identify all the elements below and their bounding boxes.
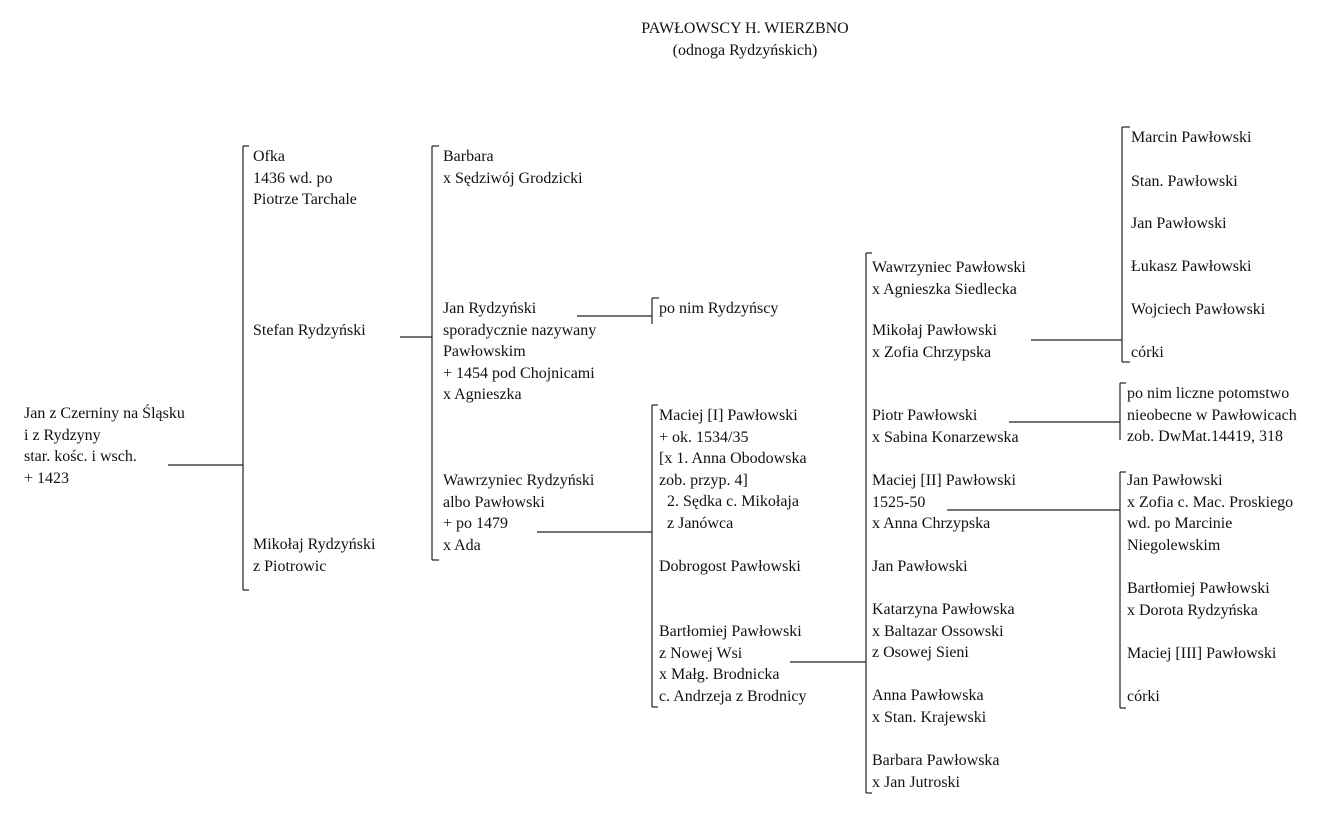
person-bartlomiej-pawlowski [659,621,807,707]
person-bartlomiej-pawlowski-line: x Małg. Brodnicka [659,666,780,683]
person-maciej-i-pawlowski-line: z Janówca [659,514,734,532]
person-wojciech-pawlowski [1131,299,1265,321]
person-barbara-pawlowska [872,750,1000,793]
person-wawrzyniec-rydzynski-line: albo Pawłowski [443,493,545,511]
person-wawrzyniec-rydzynski-line: x Ada [443,536,481,554]
person-bartlomiej-pawlowski-2 [1127,578,1270,621]
person-bartlomiej-pawlowski-2-line: Bartłomiej Pawłowski [1127,580,1270,597]
person-maciej-i-pawlowski-line: zob. przyp. 4] [659,471,748,489]
person-jan-rydzynski-line: x Agnieszka [443,386,522,403]
person-katarzyna-pawlowska-line: x Baltazar Ossowski [872,622,1004,640]
person-maciej-i-pawlowski-line: 2. Sędka c. Mikołaja [659,493,799,510]
person-piotr-pawlowski [872,405,1019,448]
person-maciej-iii-pawlowski [1127,643,1276,665]
note-po-nim-rydzynscy [659,298,778,320]
note-piotr-potomstwo-line: nieobecne w Pawłowicach [1127,406,1297,424]
person-maciej-ii-pawlowski-line: x Anna Chrzypska [872,515,991,532]
person-anna-pawlowska-line: x Stan. Krajewski [872,708,987,726]
person-barbara-line: Barbara [443,148,494,165]
note-piotr-potomstwo-line: po nim liczne potomstwo [1127,385,1290,402]
person-wawrzyniec-rydzynski-line: Wawrzyniec Rydzyński [443,472,595,489]
person-katarzyna-pawlowska-line: Katarzyna Pawłowska [872,601,1015,618]
person-maciej-iii-pawlowski-line: Maciej [III] Pawłowski [1127,645,1277,662]
person-stan-pawlowski-line: Stan. Pawłowski [1131,173,1238,190]
person-barbara [443,146,583,189]
person-jan-z-czerniny-line: i z Rydzyny [24,426,101,444]
person-wawrzyniec-rydzynski-line: + po 1479 [443,515,509,532]
person-barbara-pawlowska-line: x Jan Jutroski [872,773,960,791]
person-lukasz-pawlowski-line: Łukasz Pawłowski [1131,258,1252,275]
person-jan-pawlowski-3-line: wd. po Marcinie [1127,515,1233,532]
person-mikolaj-pawlowski-line: x Zofia Chrzypska [872,343,992,361]
person-jan-z-czerniny-line: + 1423 [24,469,70,487]
person-stefan-rydzynski-line: Stefan Rydzyński [253,322,366,339]
person-mikolaj-rydzynski [253,534,375,577]
person-stefan-rydzynski [253,320,366,342]
note-po-nim-rydzynscy-line: po nim Rydzyńscy [659,300,779,317]
person-mikolaj-rydzynski-line: z Piotrowic [253,557,327,575]
person-anna-pawlowska-line: Anna Pawłowska [872,687,984,704]
person-maciej-i-pawlowski-line: [x 1. Anna Obodowska [659,450,807,467]
person-jan-rydzynski [443,298,596,406]
note-piotr-potomstwo-line: zob. DwMat.14419, 318 [1127,428,1283,445]
person-barbara-line: x Sędziwój Grodzicki [443,169,583,187]
person-corki-mikolaja-line: córki [1131,344,1164,361]
person-maciej-ii-pawlowski-line: 1525-50 [872,493,926,511]
diagram-title: PAWŁOWSCY H. WIERZBNO [641,20,849,37]
person-piotr-pawlowski-line: x Sabina Konarzewska [872,428,1019,446]
person-ofka-line: Piotrze Tarchale [253,191,357,208]
person-jan-pawlowski-3-line: Jan Pawłowski [1127,472,1223,489]
person-bartlomiej-pawlowski-line: Bartłomiej Pawłowski [659,623,802,640]
person-ofka-line: Ofka [253,148,285,165]
person-jan-pawlowski-3-line: x Zofia c. Mac. Proskiego [1127,493,1294,511]
person-marcin-pawlowski [1131,127,1251,149]
person-marcin-pawlowski-line: Marcin Pawłowski [1131,129,1252,146]
person-mikolaj-pawlowski-line: Mikołaj Pawłowski [872,322,997,339]
note-piotr-potomstwo [1127,383,1297,448]
person-jan-pawlowski [872,556,968,578]
person-bartlomiej-pawlowski-line: z Nowej Wsi [659,644,743,662]
person-maciej-i-pawlowski [659,405,807,534]
person-jan-pawlowski-2-line: Jan Pawłowski [1131,215,1227,232]
person-jan-rydzynski-line: Jan Rydzyński [443,300,537,317]
person-jan-pawlowski-2 [1131,213,1227,235]
person-maciej-ii-pawlowski-line: Maciej [II] Pawłowski [872,472,1016,489]
person-stan-pawlowski [1131,171,1238,193]
person-dobrogost-pawlowski [659,556,801,578]
person-corki-macieja-line: córki [1127,688,1160,705]
diagram-subtitle: (odnoga Rydzyńskich) [672,42,818,59]
person-jan-z-czerniny [24,403,185,489]
person-maciej-i-pawlowski-line: Maciej [I] Pawłowski [659,407,798,424]
person-wawrzyniec-rydzynski [443,470,594,556]
person-anna-pawlowska [872,685,986,728]
person-maciej-ii-pawlowski [872,470,1016,535]
person-jan-pawlowski-3-line: Niegolewskim [1127,536,1221,554]
person-ofka-line: 1436 wd. po [253,169,333,187]
person-jan-pawlowski-line: Jan Pawłowski [872,558,968,575]
person-dobrogost-pawlowski-line: Dobrogost Pawłowski [659,558,801,575]
person-katarzyna-pawlowska-line: z Osowej Sieni [872,644,969,661]
person-lukasz-pawlowski [1131,256,1251,278]
person-wawrzyniec-pawlowski [872,257,1026,300]
person-jan-rydzynski-line: Pawłowskim [443,343,526,360]
person-wawrzyniec-pawlowski-line: Wawrzyniec Pawłowski [872,259,1026,276]
person-maciej-i-pawlowski-line: + ok. 1534/35 [659,428,749,446]
person-bartlomiej-pawlowski-line: c. Andrzeja z Brodnicy [659,687,807,705]
person-wojciech-pawlowski-line: Wojciech Pawłowski [1131,301,1266,318]
person-bartlomiej-pawlowski-2-line: x Dorota Rydzyńska [1127,601,1258,619]
person-mikolaj-pawlowski [872,320,997,363]
person-jan-z-czerniny-line: Jan z Czerniny na Śląsku [24,405,185,422]
person-barbara-pawlowska-line: Barbara Pawłowska [872,752,1000,769]
person-jan-pawlowski-3 [1127,470,1293,556]
person-jan-rydzynski-line: + 1454 pod Chojnicami [443,364,595,382]
person-jan-z-czerniny-line: star. kośc. i wsch. [24,448,137,465]
person-mikolaj-rydzynski-line: Mikołaj Rydzyński [253,536,376,553]
person-katarzyna-pawlowska [872,599,1015,664]
person-piotr-pawlowski-line: Piotr Pawłowski [872,407,978,424]
person-jan-rydzynski-line: sporadycznie nazywany [443,321,597,339]
person-wawrzyniec-pawlowski-line: x Agnieszka Siedlecka [872,280,1017,298]
person-corki-mikolaja [1131,342,1164,364]
person-ofka [253,146,357,211]
person-corki-macieja [1127,686,1160,708]
